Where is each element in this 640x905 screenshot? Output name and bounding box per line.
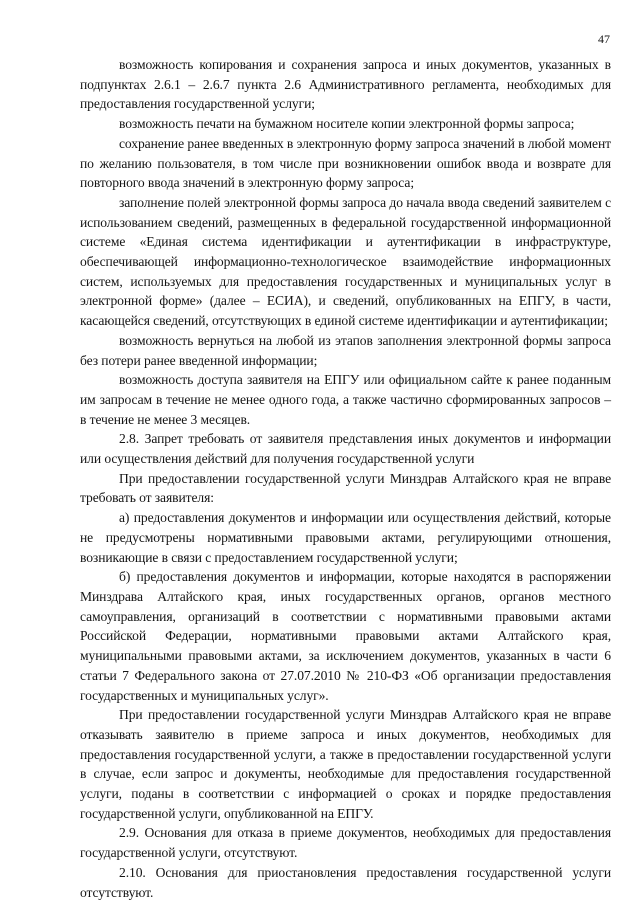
paragraph-copy-save: возможность копирования и сохранения запроса и иных документов, указанных в подпунктах 2.6.1 – 2.6.7 пункта 2.6 Административного регламента, необходимых для предоставления государственной услуги; [80,57,611,112]
section-2-8-heading: 2.8. Запрет требовать от заявителя представления иных документов и информации или осуществления действий для получения государственной услуги [80,431,611,467]
paragraph-autofill-esia: заполнение полей электронной формы запроса до начала ввода сведений заявителем с использованием сведений, размещенных в федеральной государственной информационной системе «Единая система идентификации и аутентификации в инфраструктуре, обеспечивающей информационно-технологическое взаимодействие информационных систем, используемых для предоставления государственных и муниципальных услуг в электронной форме» (далее – ЕСИА), и сведений, опубликованных на ЕПГУ, в части, касающейся сведений, отсутствующих в единой системе идентификации и аутентификации; [80,194,611,329]
page-number: 47 [598,32,610,46]
paragraph-not-refuse: При предоставлении государственной услуги Минздрав Алтайского края не вправе отказывать заявителю в приеме запроса и иных документов, необходимых для предоставления государственной услуги, а также в предоставлении государственной услуги в случае, если запрос и документы, необходимые для предоставления государственной услуги, поданы в соответствии с информацией о сроках и порядке предоставления государственной услуги, опубликованной на ЕПГУ. [80,707,611,821]
document-body [80,55,611,902]
section-2-9: 2.9. Основания для отказа в приеме документов, необходимых для предоставления государственной услуги, отсутствуют. [80,825,611,861]
paragraph-access-requests: возможность доступа заявителя на ЕПГУ или официальном сайте к ранее поданным им запросам в течение не менее одного года, а также частично сформированных запросов – в течение не менее 3 месяцев. [80,372,611,427]
paragraph-not-require: При предоставлении государственной услуги Минздрав Алтайского края не вправе требовать от заявителя: [80,470,611,506]
section-2-10: 2.10. Основания для приостановления предоставления государственной услуги отсутствуют. [80,864,611,900]
paragraph-return-step: возможность вернуться на любой из этапов заполнения электронной формы запроса без потери ранее введенной информации; [80,332,611,368]
list-item-b: б) предоставления документов и информации, которые находятся в распоряжении Минздрава Алтайского края, иных государственных органов, органов местного самоуправления, организаций в соответствии с нормативными правовыми актами Российской Федерации, нормативными правовыми актами Алтайского края, муниципальными правовыми актами, за исключением документов, указанных в части 6 статьи 7 Федерального закона от 27.07.2010 № 210-ФЗ «Об организации предоставления государственных и муниципальных услуг». [80,569,611,703]
paragraph-print: возможность печати на бумажном носителе копии электронной формы запроса; [119,116,575,132]
paragraph-save-values: сохранение ранее введенных в электронную форму запроса значений в любой момент по желанию пользователя, в том числе при возникновении ошибок ввода и возврате для повторного ввода значений в электронную форму запроса; [80,135,611,191]
list-item-a: а) предоставления документов и информации или осуществления действий, которые не предусмотрены нормативными правовыми актами, регулирующими отношения, возникающие в связи с предоставлением государственной услуги; [80,510,611,565]
